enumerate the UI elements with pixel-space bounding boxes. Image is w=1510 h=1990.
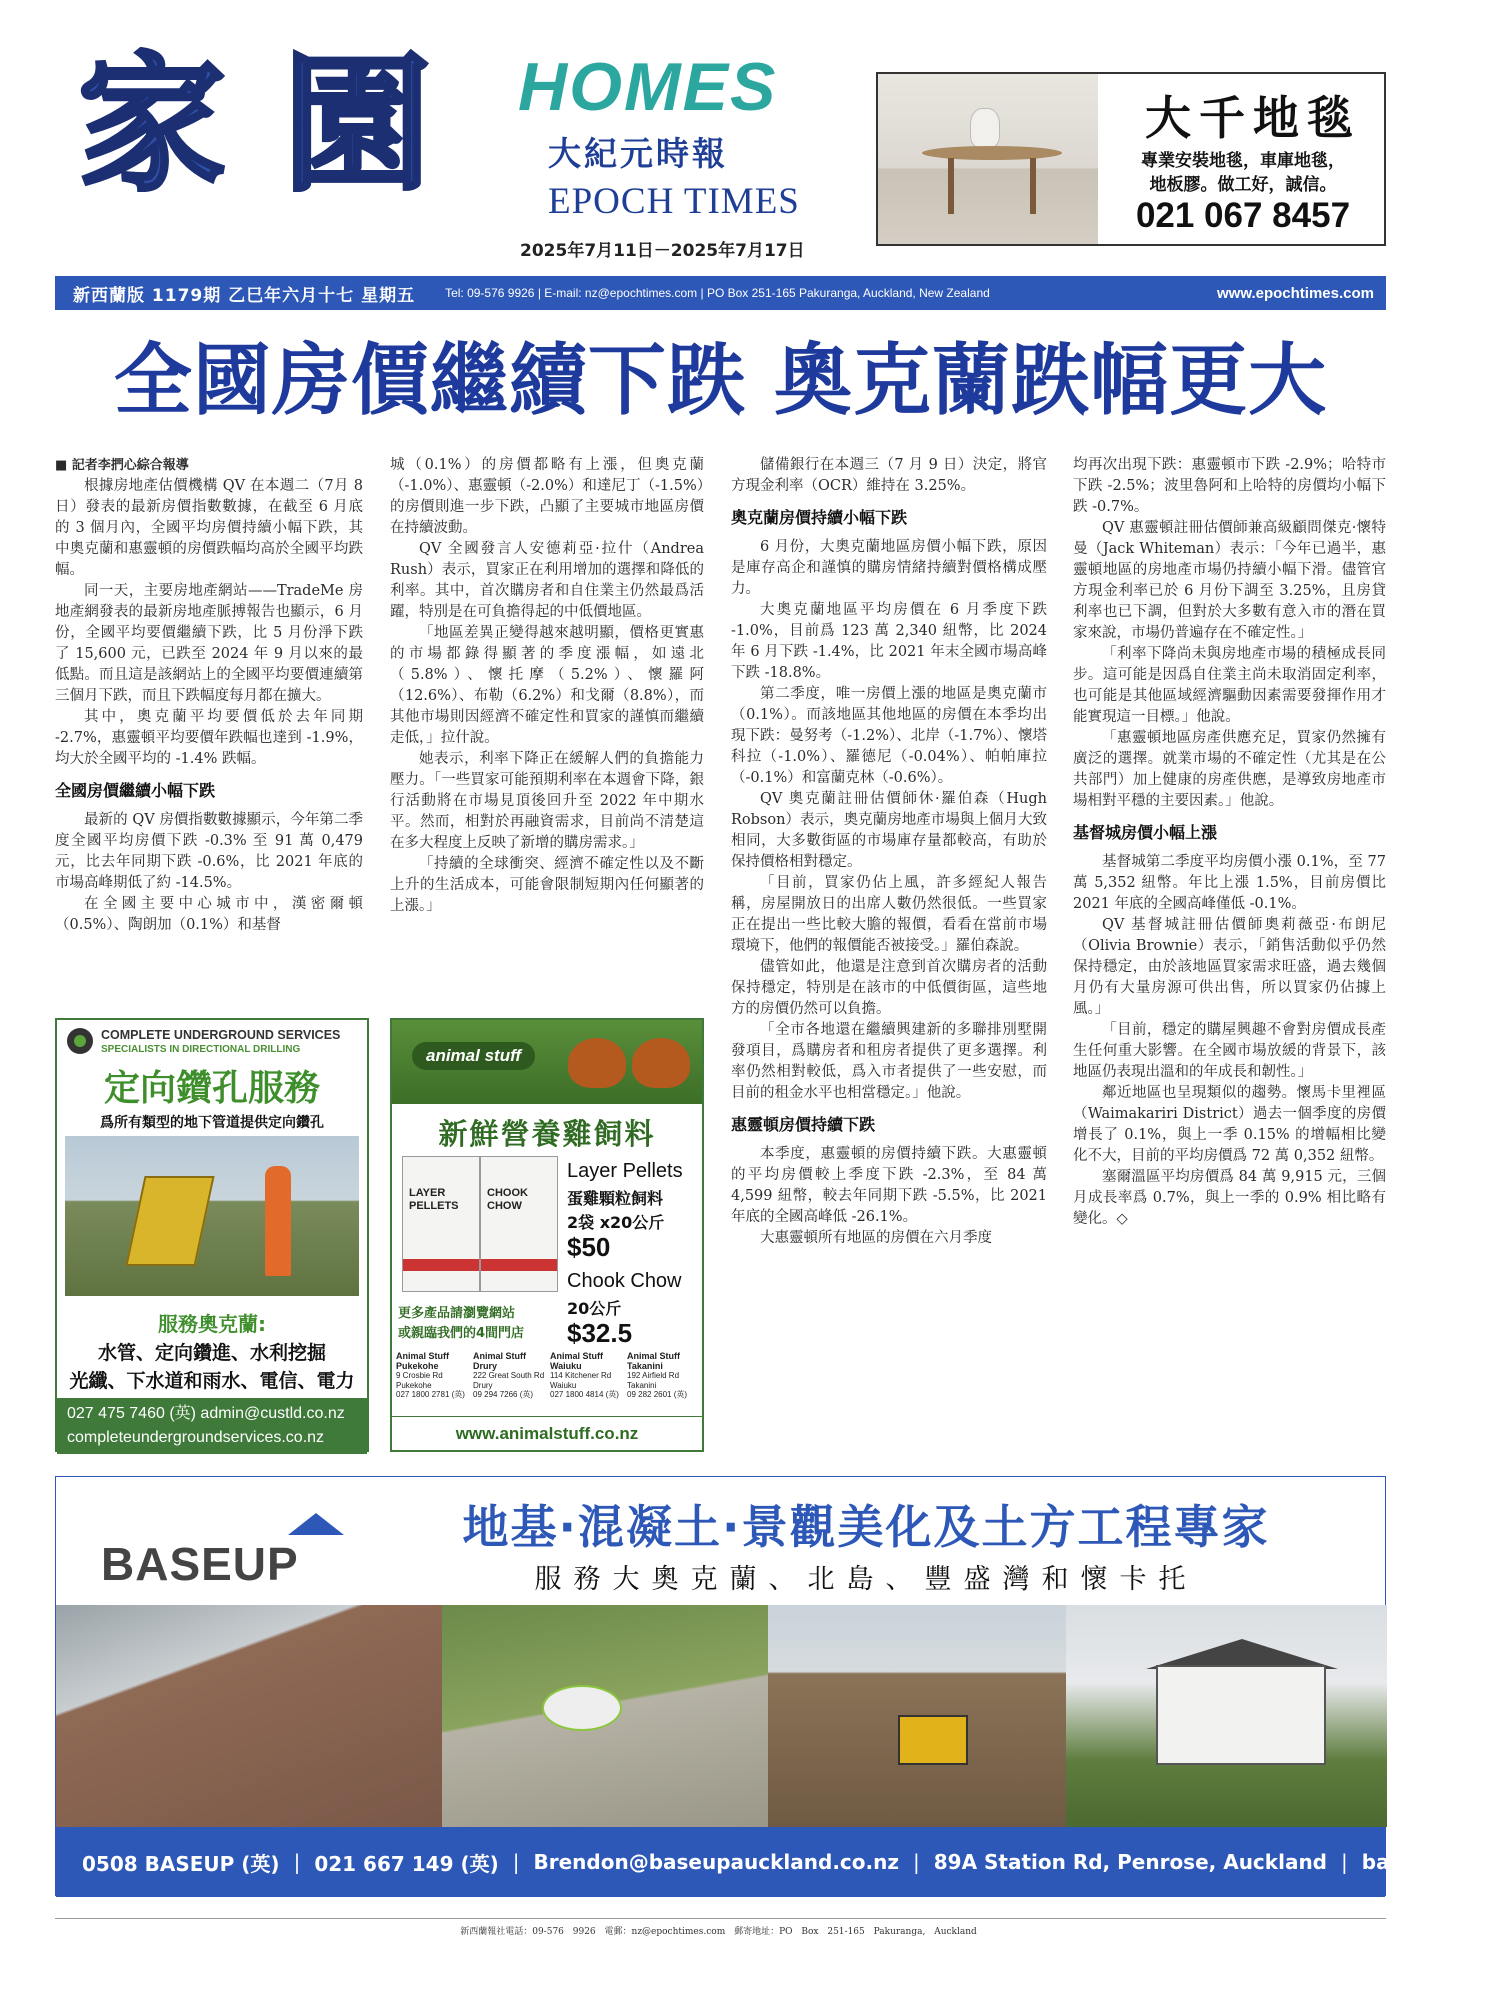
product1-name: Layer Pellets — [567, 1160, 683, 1182]
cus-logo-icon — [67, 1028, 93, 1054]
logo-char-garden: 園 — [283, 39, 425, 211]
digger-shape — [898, 1715, 968, 1765]
cus-contact-band — [57, 1398, 367, 1454]
paragraph: QV 基督城註冊估價師奧莉薇亞·布朗尼（Olivia Brownie）表示，「銷售活動似乎仍然保持穩定，由於該地區買家需求旺盛，過去幾個月仍有大量房源可供出售，所以買家仍佔據上風。」 — [1073, 917, 1386, 1017]
landscaped-house-photo — [1066, 1605, 1387, 1827]
carpet-ad-line2: 地板膠。做工好，誠信。 — [1149, 175, 1337, 195]
baseup-phone2[interactable]: 021 667 149 (英) — [314, 1851, 499, 1876]
store-name: Animal Stuff Waiuku — [550, 1351, 603, 1371]
paragraph: 儲備銀行在本週三（7 月 9 日）決定，將官方現金利率（OCR）維持在 3.25%。 — [731, 457, 1047, 494]
article-column-1 — [55, 455, 363, 936]
store-phone: 027 1800 4814 (英) — [550, 1390, 619, 1399]
section-heading: 奧克蘭房價持續小幅下跌 — [731, 508, 908, 527]
store-phone: 09 282 2601 (英) — [627, 1390, 688, 1399]
animal-more-info-line1: 更多產品請瀏覽網站 — [398, 1306, 516, 1321]
masthead-logo — [78, 40, 518, 210]
paper-name-chinese: 大紀元時報 — [548, 134, 728, 173]
carpet-ad-phone[interactable]: 021 067 8457 — [1135, 196, 1351, 235]
paper-name-english: EPOCH TIMES — [548, 181, 800, 222]
table-leg-shape — [1030, 158, 1036, 214]
store-name: Animal Stuff Drury — [473, 1351, 526, 1371]
paragraph: 6 月份，大奧克蘭地區房價小幅下跌，原因是庫存高企和謹慎的購房情緒持續對價格構成壓力。 — [731, 539, 1047, 597]
article-column-2 — [390, 455, 704, 917]
bag-band — [403, 1259, 479, 1271]
paragraph: 大奧克蘭地區平均房價在 6 月季度下跌 -1.0%，目前爲 123 萬 2,340 紐幣，比 2024 年 6 月下跌 -1.4%，比 2021 年末全國市場高峰下跌 -18.8%。 — [731, 602, 1047, 681]
paragraph: 根據房地產估價機構 QV 在本週二（7月 8 日）發表的最新房價指數數據，在截至 6 月底的 3 個月內，全國平均房價持續小幅下跌，其中奧克蘭和惠靈頓的房價跌幅均高於全國平均跌幅。 — [55, 478, 363, 578]
baseup-title: 地基·混凝土·景觀美化及土方工程專家 — [462, 1500, 1270, 1554]
cus-website[interactable]: completeundergroundservices.co.nz — [67, 1429, 325, 1446]
cus-service-area: 服務奧克蘭: — [158, 1312, 266, 1336]
footer-contact-line: 新西蘭報社電話：09-576 9926 電郵：nz@epochtimes.com 郵寄地址：PO Box 251-165 Pakuranga, Auckland — [460, 1927, 977, 1937]
store-list — [396, 1352, 700, 1400]
drill-rig-shape — [125, 1176, 214, 1266]
cus-phone-email[interactable]: 027 475 7460 (英) admin@custld.co.nz — [67, 1405, 345, 1422]
paragraph: 儘管如此，他還是注意到首次購房者的活動保持穩定，特別是在該市的中低價街區，這些地方的房價仍然可以負擔。 — [731, 959, 1047, 1017]
store-address: 222 Great South Rd Drury — [473, 1371, 545, 1390]
paragraph: QV 全國發言人安德莉亞·拉什（Andrea Rush）表示，買家正在利用增加的選擇和降低的利率。其中，首次購房者和自住業主仍然最爲活躍，特別是在可負擔得起的中低價地區。 — [390, 541, 704, 620]
separator: | — [913, 1850, 920, 1874]
house-shape — [1156, 1665, 1326, 1765]
paragraph: 「目前，買家仍佔上風，許多經紀人報告稱，房屋開放日的出席人數仍然很低。一些買家正在提出一些比較大膽的報價，看看在當前市場環境下，他們的報價能否被接受。」羅伯森說。 — [731, 875, 1047, 954]
website-link[interactable]: www.epochtimes.com — [1217, 284, 1374, 302]
cus-company-name: COMPLETE UNDERGROUND SERVICES — [101, 1028, 341, 1042]
product1-chinese-name: 蛋雞顆粒飼料 — [567, 1189, 664, 1208]
separator: | — [1341, 1850, 1348, 1874]
paragraph: 「地區差異正變得越來越明顯，價格更實惠的市場都錄得顯著的季度漲幅，如遠北（5.8%）、懷托摩（5.2%）、懷羅阿（12.6%）、布勒（6.2%）和戈爾（8.8%），而其他市場則因經濟不確定性和買家的謹慎而繼續走低，」拉什說。 — [390, 625, 704, 746]
paragraph: 同一天，主要房地產網站——TradeMe 房地產網發表的最新房地產脈搏報告也顯示，6 月份，全國平均要價繼續下跌，比 5 月份淨下跌了 15,600 元，已跌至 2024 年 9 月以來的最低點。而且這是該網站上的全國平均要價連續第三個月下跌，而且下跌幅度每月都在擴大。 — [55, 583, 363, 704]
section-heading: 基督城房價小幅上漲 — [1073, 823, 1218, 842]
store-item — [550, 1352, 623, 1400]
worker-shape — [265, 1166, 291, 1276]
product1-price: $50 — [567, 1232, 611, 1262]
edition-label: 新西蘭版 1179期 乙巳年六月十七 星期五 — [73, 285, 416, 306]
concrete-mixer-photo — [442, 1605, 768, 1827]
store-phone: 027 1800 2781 (英) — [396, 1390, 465, 1399]
contact-line: Tel: 09-576 9926 | E-mail: nz@epochtimes.com | PO Box 251-165 Pakuranga, Auckland, New Zealand — [445, 286, 990, 300]
animal-more-info-line2: 或親臨我們的4間門店 — [398, 1326, 525, 1341]
paragraph: 「目前，穩定的購屋興趣不會對房價成長產生任何重大影響。在全國市場放緩的背景下，該地區仍表現出溫和的年成長和韌性。」 — [1073, 1022, 1386, 1080]
paragraph: 本季度，惠靈頓的房價持續下跌。大惠靈頓的平均房價較上季度下跌 -2.3%，至 84 萬 4,599 紐幣，較去年同期下跌 -5.5%，比 2021 年底的全國高峰低 -26.1%。 — [731, 1146, 1047, 1225]
cus-title: 定向鑽孔服務 — [103, 1068, 320, 1109]
logo-char-home: 家 — [78, 39, 220, 211]
paragraph: 「利率下降尚未與房地產市場的積極成長同步。這可能是因爲自住業主尚未取消固定利率，也可能是其他區域經濟驅動因素需要發揮作用才能實現這一目標。」他說。 — [1073, 646, 1386, 725]
paragraph: 塞爾溫區平均房價爲 84 萬 9,915 元，三個月成長率爲 0.7%，與上一季的 0.9% 相比略有變化。◇ — [1073, 1169, 1386, 1227]
underground-services-ad[interactable] — [55, 1018, 369, 1452]
feed-bag-layer-pellets — [402, 1156, 480, 1292]
baseup-logo: BASEUP — [101, 1538, 299, 1590]
product2-name: Chook Chow — [567, 1270, 682, 1292]
carpet-ad[interactable] — [876, 72, 1386, 246]
product2-price: $32.5 — [567, 1318, 633, 1348]
table-leg-shape — [948, 158, 954, 214]
store-name: Animal Stuff Pukekohe — [396, 1351, 449, 1371]
article-column-3 — [731, 455, 1047, 1249]
store-name: Animal Stuff Takanini — [627, 1351, 680, 1371]
cus-drilling-photo — [65, 1136, 359, 1296]
baseup-phone1[interactable]: 0508 BASEUP (英) — [82, 1851, 280, 1876]
bag-label: LAYER PELLETS — [409, 1187, 459, 1212]
animal-stuff-ad[interactable] — [390, 1018, 704, 1452]
paragraph: 「惠靈頓地區房產供應充足，買家仍然擁有廣泛的選擇。就業市場的不確定性（尤其是在公共部門）加上健康的房產供應，是導致房地產市場相對平穩的主要因素。」他說。 — [1073, 730, 1386, 809]
separator: | — [293, 1850, 301, 1874]
animal-ad-title: 新鮮營養雞飼料 — [438, 1117, 656, 1151]
product2-quantity: 20公斤 — [567, 1299, 622, 1318]
animal-ad-banner — [392, 1020, 702, 1104]
baseup-roof-icon — [288, 1513, 344, 1535]
footer-divider — [55, 1918, 1386, 1919]
store-item — [473, 1352, 546, 1400]
animal-website[interactable]: www.animalstuff.co.nz — [392, 1416, 702, 1450]
paragraph: 其中，奧克蘭平均要價低於去年同期 -2.7%，惠靈頓平均要價年跌幅也達到 -1.9%，均大於全國平均的 -1.4% 跌幅。 — [55, 709, 363, 767]
paragraph: 第二季度，唯一房價上漲的地區是奧克蘭市（0.1%）。而該地區其他地區的房價在本季均出現下跌：曼努考（-1.2%）、北岸（-1.7%）、懷塔科拉（-1.0%）、羅德尼（-0.04%）、帕帕庫拉（-0.1%）和富蘭克林（-0.6%）。 — [731, 686, 1047, 786]
store-address: 114 Kitchener Rd Waiuku — [550, 1371, 612, 1390]
cus-tagline: SPECIALISTS IN DIRECTIONAL DRILLING — [101, 1044, 301, 1055]
baseup-contact-band — [56, 1827, 1510, 1897]
store-item — [396, 1352, 469, 1400]
hen-shape — [568, 1038, 626, 1088]
paragraph: 城（0.1%）的房價都略有上漲，但奧克蘭（-1.0%）、惠靈頓（-2.0%）和達尼丁（-1.5%）的房價則進一步下跌，凸顯了主要城市地區房價在持續波動。 — [390, 457, 704, 536]
baseup-website[interactable]: baseup.co.nz — [1361, 1850, 1510, 1874]
baseup-subtitle: 服務大奧克蘭、北島、豐盛灣和懷卡托 — [534, 1564, 1198, 1595]
carpet-ad-photo — [878, 74, 1098, 244]
store-item — [627, 1352, 700, 1400]
paragraph: 她表示，利率下降正在緩解人們的負擔能力壓力。「一些買家可能預期利率在本週會下降，銀行活動將在市場見頂後回升至 2022 年中期水平。然而，相對於再融資需求，目前尚不清楚這在多大程度上反映了新增的購房需求。」 — [390, 751, 704, 851]
byline: ■ 記者李捫心綜合報導 — [55, 458, 189, 473]
paragraph: QV 惠靈頓註冊估價師兼高級顧問傑克·懷特曼（Jack Whiteman）表示：「今年已過半，惠靈頓地區的房地產市場仍持續小幅下滑。儘管官方現金利率已於 6 月份下調至 3.25%，且房貸利率也已下調，但對於大多數有意入市的潛在買家來說，市場仍普遍存在不確定性。」 — [1073, 520, 1386, 641]
carpet-ad-line1: 專業安裝地毯，車庫地毯， — [1141, 151, 1345, 171]
bag-band — [481, 1259, 557, 1271]
paragraph: 鄰近地區也呈現類似的趨勢。懷馬卡里裡區（Waimakariri District）過去一個季度的房價增長了 0.1%，與上一季 0.15% 的增幅相比變化不大，目前的平均房價爲 72 萬 0,352 紐幣。 — [1073, 1085, 1386, 1164]
section-heading: 全國房價繼續小幅下跌 — [55, 781, 216, 800]
store-address: 192 Airfield Rd Takanini — [627, 1371, 680, 1390]
paragraph: 均再次出現下跌：惠靈頓市下跌 -2.9%；哈特市下跌 -2.5%；波里魯阿和上哈特的房價均小幅下跌 -0.7%。 — [1073, 457, 1386, 515]
info-bar — [55, 276, 1386, 310]
carpet-ad-title: 大千地毯 — [1145, 91, 1361, 145]
table-shape — [922, 146, 1062, 160]
homes-title: HOMES — [518, 49, 778, 125]
issue-date-range: 2025年7月11日－2025年7月17日 — [520, 241, 805, 261]
article-column-4 — [1073, 455, 1386, 1230]
paragraph: 在全國主要中心城市中，漢密爾頓（0.5%）、陶朗加（0.1%）和基督 — [55, 896, 363, 933]
cus-services-line1: 水管、定向鑽進、水利挖掘 — [97, 1342, 326, 1364]
store-phone: 09 294 7266 (英) — [473, 1390, 534, 1399]
baseup-address: 89A Station Rd, Penrose, Auckland — [933, 1850, 1327, 1874]
baseup-ad[interactable] — [55, 1476, 1510, 1896]
separator: | — [512, 1850, 520, 1874]
cus-subtitle: 爲所有類型的地下管道提供定向鑽孔 — [100, 1115, 324, 1131]
product1-quantity: 2袋 x20公斤 — [567, 1213, 665, 1232]
bag-label: CHOOK CHOW — [487, 1187, 528, 1212]
paragraph: 基督城第二季度平均房價小漲 0.1%，至 77 萬 5,352 紐幣。年比上漲 1.5%，目前房價比 2021 年底的全國高峰僅低 -0.1%。 — [1073, 854, 1386, 912]
animal-stuff-logo: animal stuff — [412, 1042, 535, 1070]
paragraph: 大惠靈頓所有地區的房價在六月季度 — [760, 1230, 992, 1246]
feed-bag-chook-chow — [480, 1156, 558, 1292]
hen-shape — [632, 1038, 690, 1088]
paragraph: 「全市各地還在繼續興建新的多聯排別墅開發項目，爲購房者和租房者提供了更多選擇。利率仍然相對較低，爲入市者提供了一些安慰，而目前的租金水平也相當穩定。」他說。 — [731, 1022, 1047, 1101]
paragraph: 最新的 QV 房價指數數據顯示，今年第二季度全國平均房價下跌 -0.3% 至 91 萬 0,479 元，比去年同期下跌 -0.6%，比 2021 年底的市場高峰期低了約 -14.5%。 — [55, 812, 363, 891]
cus-services-line2: 光纖、下水道和雨水、電信、電力 — [69, 1370, 355, 1392]
paragraph: 「持續的全球衝突、經濟不確定性以及不斷上升的生活成本，可能會限制短期內任何顯著的上漲。」 — [390, 856, 704, 914]
vase-shape — [970, 108, 1000, 148]
store-address: 9 Crosbie Rd Pukekohe — [396, 1371, 443, 1390]
earthworks-photo — [768, 1605, 1066, 1827]
mixer-truck-shape — [542, 1685, 622, 1731]
concrete-pour-photo — [56, 1605, 442, 1827]
headline: 全國房價繼續下跌 奧克蘭跌幅更大 — [113, 336, 1328, 426]
section-heading: 惠靈頓房價持續下跌 — [731, 1115, 876, 1134]
baseup-email[interactable]: Brendon@baseupauckland.co.nz — [533, 1850, 899, 1874]
paragraph: QV 奧克蘭註冊估價師休·羅伯森（Hugh Robson）表示，奧克蘭房地產市場與上個月大致相同，大多數街區的市場庫存量都較高，有助於保持價格相對穩定。 — [731, 791, 1047, 870]
